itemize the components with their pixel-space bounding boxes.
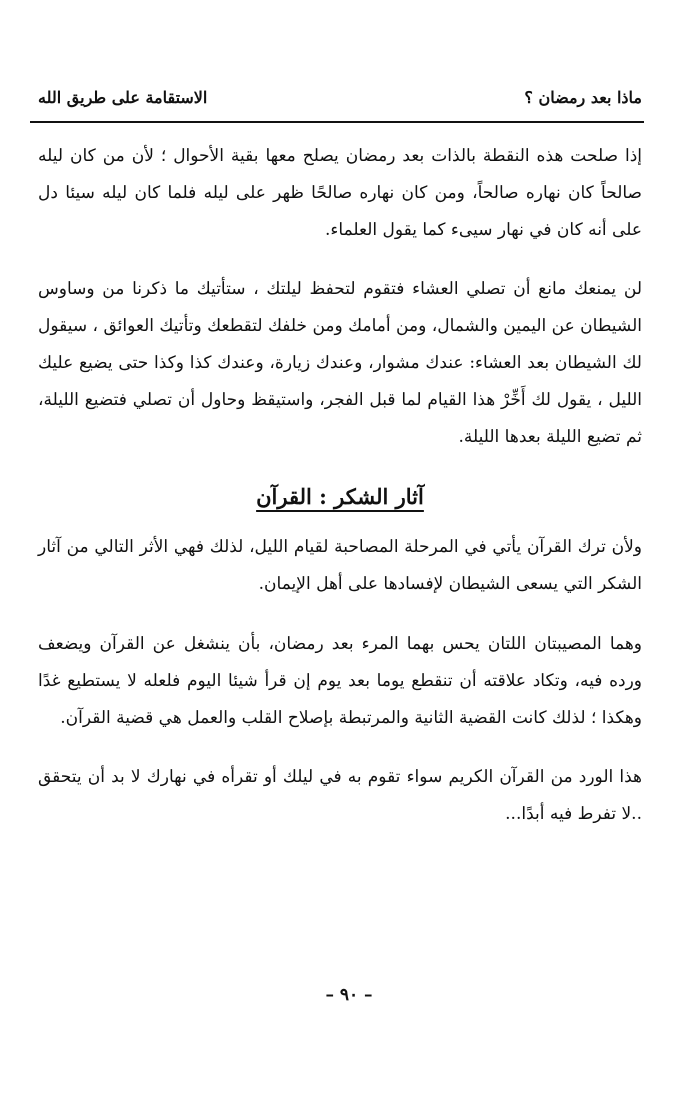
paragraph-spacer [38,603,642,626]
paragraph-spacer [38,736,642,759]
paragraph: هذا الورد من القرآن الكريم سواء تقوم به في ليلك أو تقرأه في نهارك لا بد أن يتحقق ..لا تفرط فيه أبدًا... [38,767,642,825]
chapter-title: الاستقامة على طريق الله [38,88,208,107]
paragraph-spacer [38,455,642,475]
section-heading: آثار الشكر : القرآن [256,484,424,510]
paragraph: لن يمنعك مانع أن تصلي العشاء فتقوم لتحفظ ليلتك ، ستأتيك ما ذكرنا من وساوس الشيطان عن اليمين والشمال، ومن أمامك ومن خلفك لتقطعك وتأتيك العوائق ، سيقول لك الشيطان بعد العشاء: عندك مشوار، وعندك زيارة، وعندك كذا وكذا حتى يضيع عليك الليل ، يقول لك أَخِّرْ هذا القيام لما قبل الفجر، واستيقظ وحاول أن تصلي فتضيع الليلة، ثم تضيع الليلة بعدها الليلة. [38,279,642,447]
paragraph: ولأن ترك القرآن يأتي في المرحلة المصاحبة لقيام الليل، لذلك فهي الأثر التالي من آثار الشكر التي يسعى الشيطان لإفسادها على أهل الإيمان. [38,537,642,595]
header-divider [30,121,644,123]
paragraph: إذا صلحت هذه النقطة بالذات بعد رمضان يصلح معها بقية الأحوال ؛ لأن من كان ليله صالحاً كان نهاره صالحاً، ومن كان نهاره صالحًا ظهر على ليله فلما كان ليله سيئا دل على أنه كان في نهار سيىء كما يقول العلماء. [38,146,642,240]
paragraph: وهما المصيبتان اللتان يحس بهما المرء بعد رمضان، بأن ينشغل عن القرآن ويضعف ورده فيه، وتكاد علاقته أن تنقطع يوما بعد يوم إن قرأ شيئا اليوم فلعله لا يستطيع غدًا وهكذا ؛ لذلك كانت القضية الثانية والمرتبطة بإصلاح القلب والعمل هي قضية القرآن. [38,633,642,728]
paragraph-spacer [38,248,642,271]
page-body [38,138,642,833]
page-number: – ٩٠ – [325,985,373,1005]
book-title: ماذا بعد رمضان ؟ [524,88,642,107]
running-header [32,88,642,116]
